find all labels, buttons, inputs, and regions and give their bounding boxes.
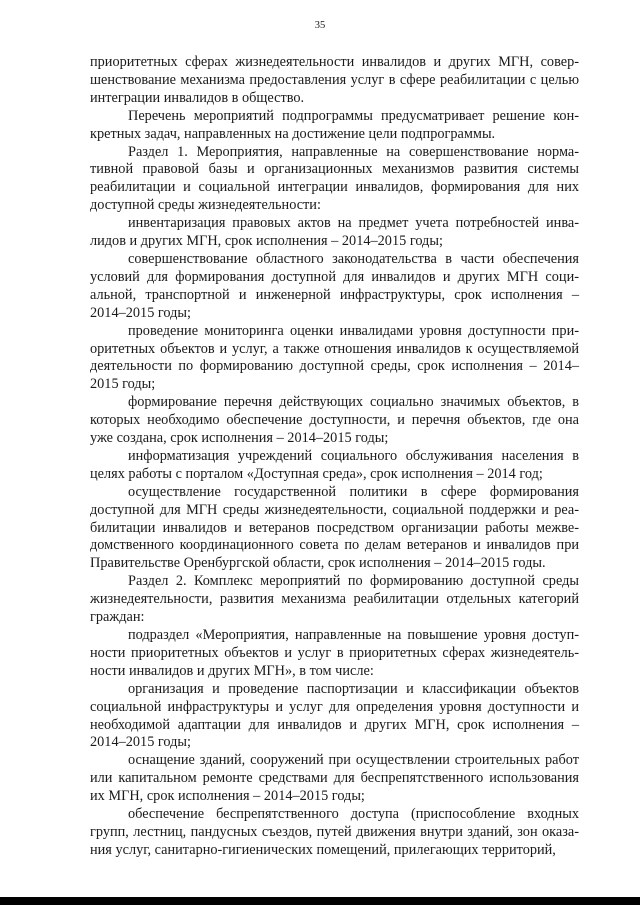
list-item: формирование перечня действующих социально значимых объектов, в которых необходимо обеспечение доступности, и перечня объектов, где она уже создана, срок исполнения – 2014–2015 годы; bbox=[90, 394, 579, 447]
list-item: осуществление государственной политики в сфере формирования доступной для МГН среды жизнедеятельности, социальной поддержки и реабилитации инвалидов и ветеранов посредством организации работы межведомственного координационного совета по делам ветеранов и инвалидов при Правительстве Оренбургской области, срок исполнения – 2014–2015 годы. bbox=[90, 483, 579, 572]
paragraph: Перечень мероприятий подпрограммы предусматривает решение конкретных задач, направленных на достижение цели подпрограммы. bbox=[90, 107, 579, 142]
section-2-heading-paragraph: Раздел 2. Комплекс мероприятий по формированию доступной среды жизнедеятельности, развития механизма реабилитации отдельных категорий граждан: bbox=[90, 573, 579, 626]
list-item: обеспечение беспрепятственного доступа (приспособление входных групп, лестниц, пандусных съездов, путей движения внутри зданий, зон оказания услуг, санитарно-гигиенических помещений, прилегающих территорий, bbox=[90, 806, 579, 858]
scan-bottom-edge bbox=[0, 897, 640, 905]
list-item: инвентаризация правовых актов на предмет учета потребностей инвалидов и других МГН, срок исполнения – 2014–2015 годы; bbox=[90, 215, 579, 250]
body-text bbox=[90, 54, 579, 860]
paragraph: приоритетных сферах жизнедеятельности инвалидов и других МГН, совершенствование механизма предоставления услуг в сфере реабилитации с целью интеграции инвалидов в общество. bbox=[90, 54, 579, 106]
page-number: 35 bbox=[314, 20, 326, 31]
list-item: организация и проведение паспортизации и классификации объектов социальной инфраструктуры и услуг для определения уровня доступности и необходимой адаптации для инвалидов и других МГН, срок исполнения – 2014–2015 годы; bbox=[90, 680, 579, 751]
list-item: оснащение зданий, сооружений при осуществлении строительных работ или капитальном ремонте средствами для беспрепятственного использования их МГН, срок исполнения – 2014–2015 годы; bbox=[90, 752, 579, 805]
list-item: информатизация учреждений социального обслуживания населения в целях работы с порталом «Доступная среда», срок исполнения – 2014 год; bbox=[90, 447, 579, 482]
section-1-heading-paragraph: Раздел 1. Мероприятия, направленные на совершенствование нормативной правовой базы и организационных механизмов развития системы реабилитации и социальной интеграции инвалидов, формирования для них доступной среды жизнедеятельности: bbox=[90, 143, 579, 214]
subsection-paragraph: подраздел «Мероприятия, направленные на повышение уровня доступности приоритетных объектов и услуг в приоритетных сферах жизнедеятельности инвалидов и других МГН», в том числе: bbox=[90, 627, 579, 679]
list-item: совершенствование областного законодательства в части обеспечения условий для формирования доступной для инвалидов и других МГН социальной, транспортной и инженерной инфраструктуры, срок исполнения – 2014–2015 годы; bbox=[90, 250, 579, 321]
list-item: проведение мониторинга оценки инвалидами уровня доступности приоритетных объектов и услуг, а также отношения инвалидов к осуществляемой деятельности по формированию доступной среды, срок исполнения – 2014–2015 годы; bbox=[90, 322, 579, 393]
